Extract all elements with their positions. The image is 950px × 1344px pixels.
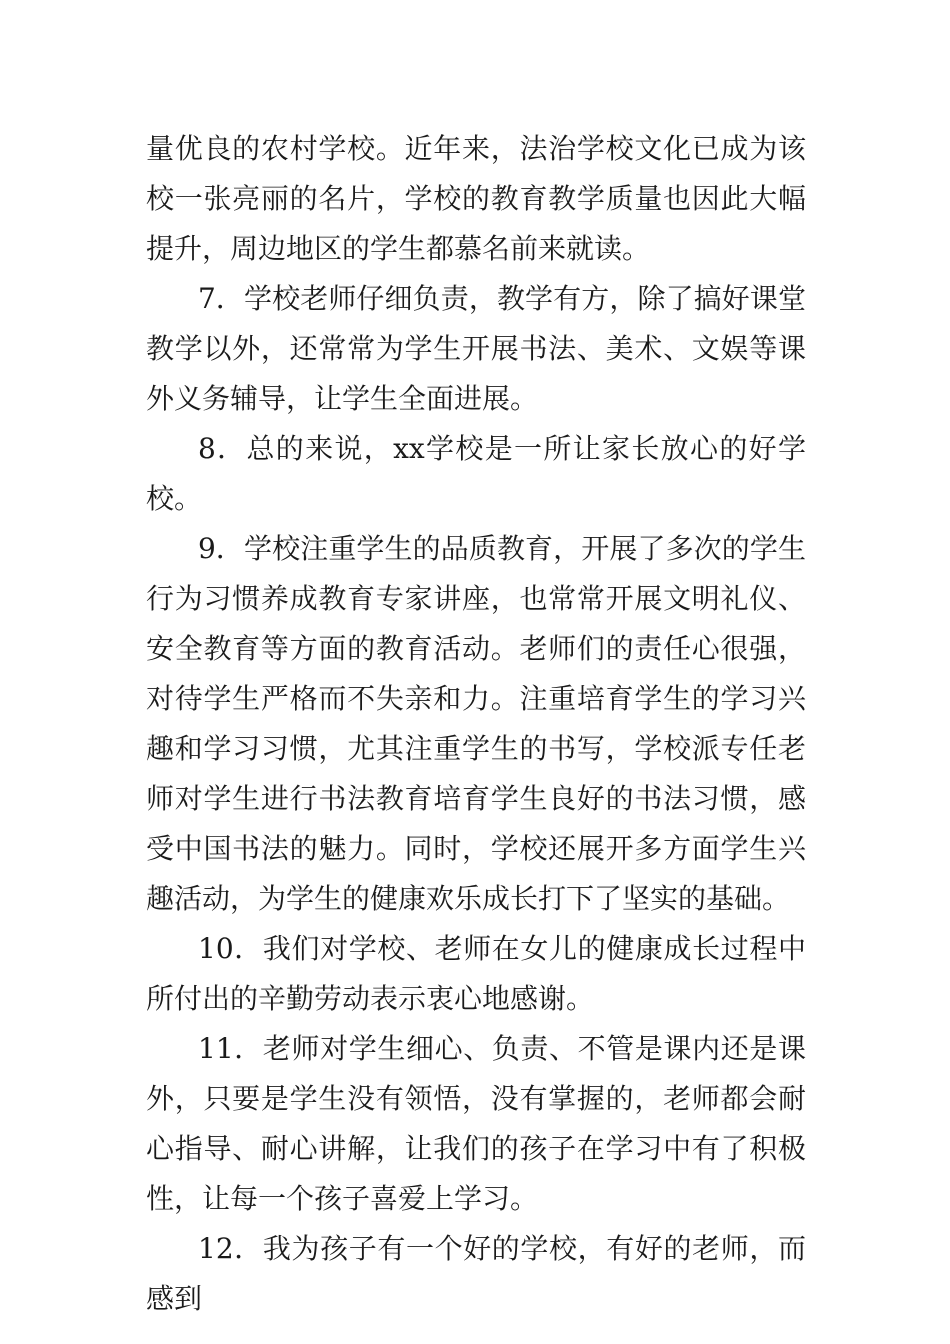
paragraph-item-8: 8．总的来说，xx学校是一所让家长放心的好学校。 bbox=[146, 432, 806, 515]
document-body bbox=[146, 124, 806, 1324]
paragraph-item-12: 12．我为孩子有一个好的学校，有好的老师，而感到 bbox=[146, 1232, 806, 1315]
paragraph-item-11: 11．老师对学生细心、负责、不管是课内还是课外，只要是学生没有领悟，没有掌握的，老师都会耐心指导、耐心讲解，让我们的孩子在学习中有了积极性，让每一个孩子喜爱上学习。 bbox=[146, 1032, 806, 1215]
paragraph-item-7: 7．学校老师仔细负责，教学有方，除了搞好课堂教学以外，还常常为学生开展书法、美术、文娱等课外义务辅导，让学生全面进展。 bbox=[146, 282, 806, 415]
paragraph-continuation: 量优良的农村学校。近年来，法治学校文化已成为该校一张亮丽的名片，学校的教育教学质量也因此大幅提升，周边地区的学生都慕名前来就读。 bbox=[146, 132, 806, 265]
paragraph-item-9: 9．学校注重学生的品质教育，开展了多次的学生行为习惯养成教育专家讲座，也常常开展文明礼仪、安全教育等方面的教育活动。老师们的责任心很强，对待学生严格而不失亲和力。注重培育学生的学习兴趣和学习习惯，尤其注重学生的书写，学校派专任老师对学生进行书法教育培育学生良好的书法习惯，感受中国书法的魅力。同时，学校还展开多方面学生兴趣活动，为学生的健康欢乐成长打下了坚实的基础。 bbox=[146, 532, 806, 915]
paragraph-item-10: 10．我们对学校、老师在女儿的健康成长过程中所付出的辛勤劳动表示衷心地感谢。 bbox=[146, 932, 806, 1015]
